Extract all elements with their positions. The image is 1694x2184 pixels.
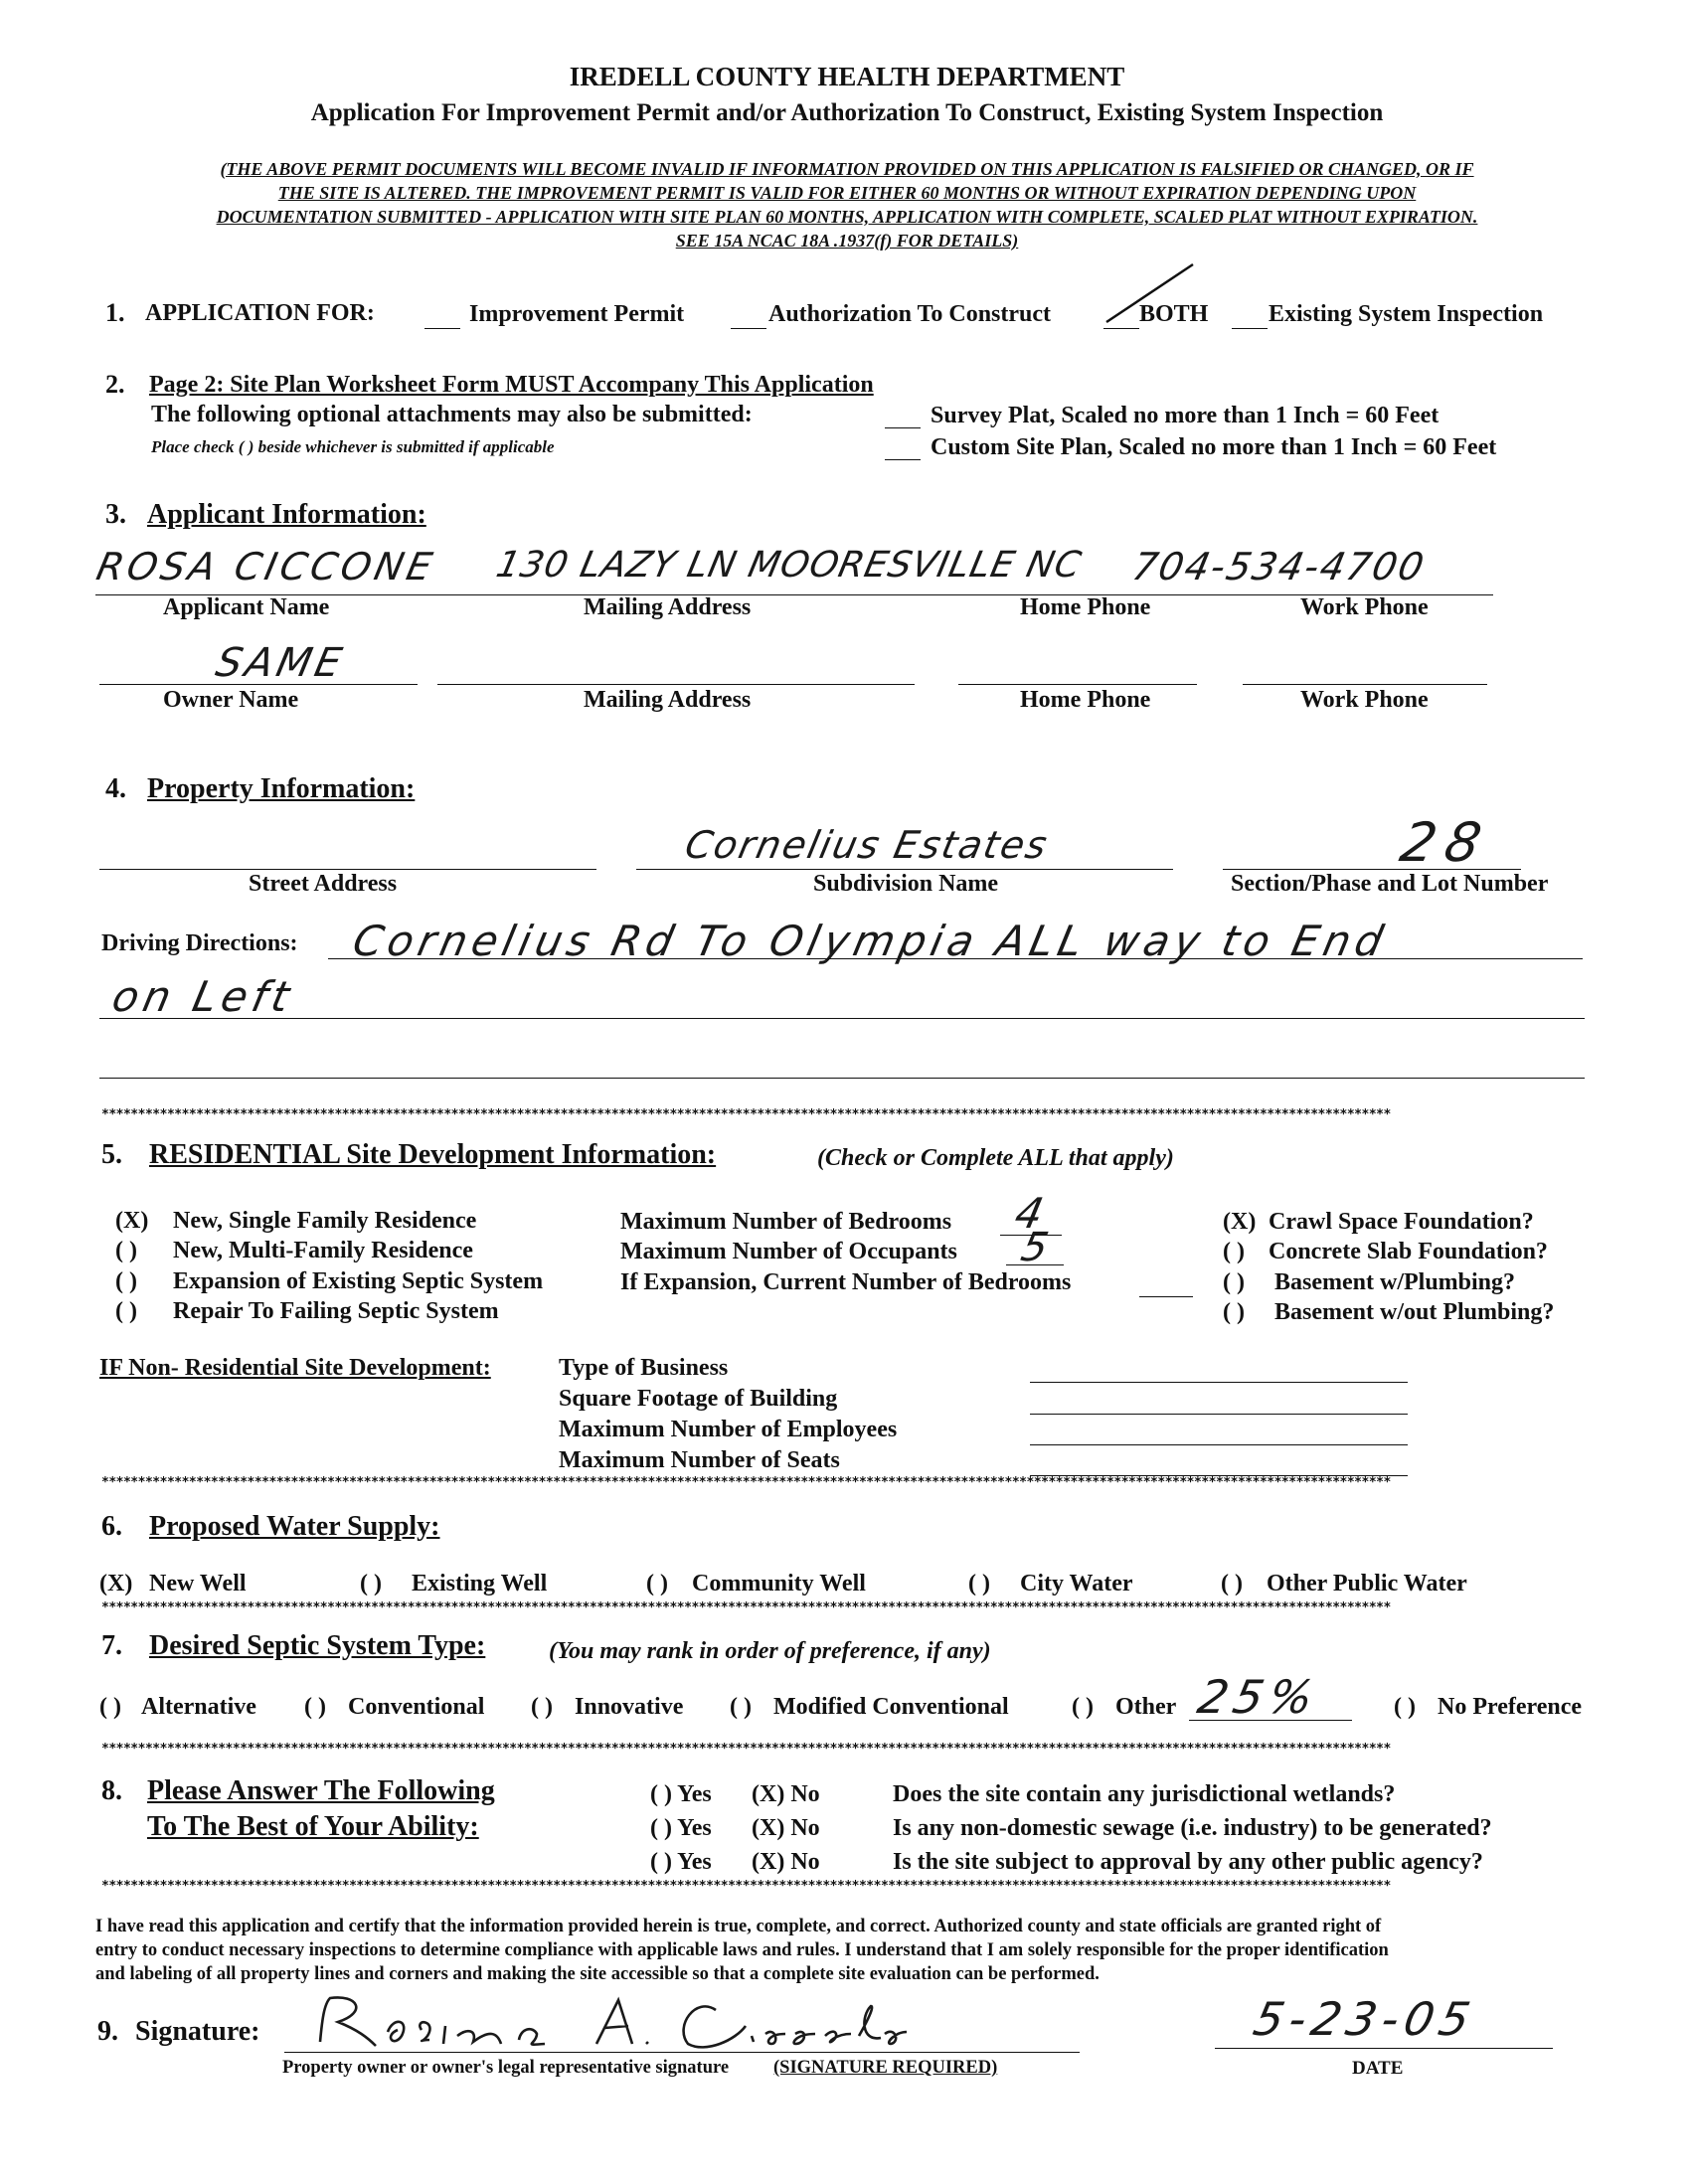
section-3-number: 3. — [105, 499, 126, 530]
separator-stars-2: ********************************************************************************************************************************************************************************* — [101, 1475, 1391, 1490]
foundation-check-4[interactable]: ( ) — [1223, 1299, 1245, 1325]
res-label-3: Expansion of Existing Septic System — [173, 1268, 544, 1294]
septic-label-alternative: Alternative — [141, 1694, 256, 1720]
foundation-check-2[interactable]: ( ) — [1223, 1239, 1245, 1264]
septic-other-value[interactable]: 25% — [1193, 1670, 1324, 1724]
water-check-existing-well[interactable]: ( ) — [360, 1571, 382, 1596]
max-bedrooms-label: Maximum Number of Bedrooms — [620, 1209, 952, 1235]
section-2-number: 2. — [105, 370, 125, 399]
q2-no[interactable]: (X) No — [752, 1815, 820, 1841]
res-check-2[interactable]: ( ) — [115, 1238, 137, 1263]
septic-label-other: Other — [1115, 1694, 1177, 1720]
owner-home-phone-label: Home Phone — [1020, 687, 1151, 713]
separator-stars-1: ********************************************************************************************************************************************************************************* — [101, 1107, 1391, 1122]
water-label-existing-well: Existing Well — [412, 1571, 548, 1596]
option-survey-plat[interactable]: Survey Plat, Scaled no more than 1 Inch = 60 Feet — [931, 403, 1440, 428]
disclaimer-line-3: DOCUMENTATION SUBMITTED - APPLICATION WITH SITE PLAN 60 MONTHS, APPLICATION WITH COMPLETE, SCALED PLAT WITHOUT EXPIRATION. — [216, 207, 1478, 227]
department-title: IREDELL COUNTY HEALTH DEPARTMENT — [569, 62, 1125, 91]
water-check-city-water[interactable]: ( ) — [968, 1571, 990, 1596]
max-occupants-value[interactable]: 5 — [1017, 1225, 1057, 1270]
subdivision-name-value[interactable]: Cornelius Estates — [681, 823, 1053, 867]
septic-check-other[interactable]: ( ) — [1072, 1694, 1094, 1720]
section-6-number: 6. — [101, 1511, 122, 1542]
mailing-address-label: Mailing Address — [584, 594, 752, 620]
date-value[interactable]: 5-23-05 — [1249, 1992, 1481, 2046]
answer-following-title: Please Answer The Following — [147, 1775, 495, 1806]
applicant-address-value[interactable]: 130 LAZY LN MOORESVILLE NC — [492, 545, 1086, 586]
foundation-label-2: Concrete Slab Foundation? — [1269, 1239, 1548, 1264]
driving-directions-label: Driving Directions: — [101, 930, 298, 956]
form-subtitle: Application For Improvement Permit and/or Authorization To Construct, Existing System Inspection — [310, 99, 1384, 126]
applicant-name-value[interactable]: ROSA CICCONE — [92, 545, 440, 588]
driving-directions-line-1[interactable]: Cornelius Rd To Olympia ALL way to End — [348, 917, 1393, 965]
section-1-number: 1. — [105, 298, 125, 327]
max-occupants-label: Maximum Number of Occupants — [620, 1239, 957, 1264]
signature-required: (SIGNATURE REQUIRED) — [773, 2058, 998, 2078]
expansion-bedrooms-label: If Expansion, Current Number of Bedrooms — [620, 1269, 1072, 1295]
water-label-city-water: City Water — [1020, 1571, 1133, 1596]
driving-directions-line-2[interactable]: on Left — [107, 972, 299, 1021]
septic-check-no-preference[interactable]: ( ) — [1394, 1694, 1416, 1720]
owner-name-value[interactable]: SAME — [212, 640, 350, 686]
certification-line-2: entry to conduct necessary inspections to determine compliance with applicable laws and rules. I understand that I am solely responsible for the proper identification — [95, 1940, 1389, 1960]
option-custom-site-plan[interactable]: Custom Site Plan, Scaled no more than 1 Inch = 60 Feet — [931, 434, 1497, 460]
water-supply-title: Proposed Water Supply: — [149, 1511, 440, 1542]
optional-attachments-text: The following optional attachments may also be submitted: — [151, 402, 753, 427]
application-for-label: APPLICATION FOR: — [145, 300, 375, 326]
work-phone-label: Work Phone — [1300, 594, 1429, 620]
foundation-check-3[interactable]: ( ) — [1223, 1269, 1245, 1295]
applicant-name-label: Applicant Name — [163, 594, 330, 620]
lot-number-value[interactable]: 28 — [1395, 811, 1497, 874]
certification-line-1: I have read this application and certify that the information provided herein is true, complete, and correct. Authorized county and state officials are granted right of — [95, 1917, 1382, 1936]
owner-work-phone-label: Work Phone — [1300, 687, 1429, 713]
signature-image[interactable] — [298, 1986, 915, 2060]
option-both[interactable]: BOTH — [1139, 301, 1209, 327]
section-lot-label: Section/Phase and Lot Number — [1231, 871, 1549, 897]
separator-stars-5: ********************************************************************************************************************************************************************************* — [101, 1879, 1391, 1894]
septic-type-hint: (You may rank in order of preference, if any) — [549, 1638, 991, 1664]
res-label-2: New, Multi-Family Residence — [173, 1238, 473, 1263]
type-of-business-label: Type of Business — [559, 1355, 729, 1381]
disclaimer-line-1: (THE ABOVE PERMIT DOCUMENTS WILL BECOME INVALID IF INFORMATION PROVIDED ON THIS APPLICATION IS FALSIFIED OR CHANGED, OR IF — [220, 159, 1474, 179]
foundation-label-4: Basement w/out Plumbing? — [1274, 1299, 1555, 1325]
water-check-new-well[interactable]: (X) — [99, 1571, 133, 1596]
septic-label-modified: Modified Conventional — [773, 1694, 1009, 1720]
applicant-phone-value[interactable]: 704-534-4700 — [1128, 545, 1430, 588]
water-label-community-well: Community Well — [692, 1571, 866, 1596]
section-7-number: 7. — [101, 1630, 122, 1661]
max-bedrooms-value[interactable]: 4 — [1010, 1189, 1052, 1238]
street-address-label: Street Address — [249, 871, 398, 897]
q1-no[interactable]: (X) No — [752, 1781, 820, 1807]
q1-text: Does the site contain any jurisdictional wetlands? — [893, 1781, 1396, 1807]
max-seats-label: Maximum Number of Seats — [559, 1447, 840, 1473]
water-label-new-well: New Well — [149, 1571, 247, 1596]
q2-text: Is any non-domestic sewage (i.e. industry) to be generated? — [893, 1815, 1492, 1841]
residential-site-title: RESIDENTIAL Site Development Information: — [149, 1139, 717, 1170]
septic-check-alternative[interactable]: ( ) — [99, 1694, 121, 1720]
site-plan-requirement: Page 2: Site Plan Worksheet Form MUST Accompany This Application — [149, 372, 874, 398]
q3-text: Is the site subject to approval by any other public agency? — [893, 1849, 1483, 1875]
signature-caption: Property owner or owner's legal representative signature — [282, 2058, 730, 2078]
res-label-4: Repair To Failing Septic System — [173, 1298, 499, 1324]
septic-check-innovative[interactable]: ( ) — [531, 1694, 553, 1720]
septic-label-innovative: Innovative — [575, 1694, 684, 1720]
q3-yes[interactable]: ( ) Yes — [650, 1849, 712, 1875]
foundation-label-1: Crawl Space Foundation? — [1269, 1209, 1534, 1235]
max-employees-label: Maximum Number of Employees — [559, 1417, 898, 1442]
residential-site-hint: (Check or Complete ALL that apply) — [817, 1145, 1174, 1171]
foundation-check-1[interactable]: (X) — [1223, 1209, 1257, 1235]
septic-check-modified[interactable]: ( ) — [730, 1694, 752, 1720]
section-8-number: 8. — [101, 1775, 122, 1806]
owner-name-label: Owner Name — [163, 687, 299, 713]
certification-line-3: and labeling of all property lines and corners and making the site accessible so that a complete site evaluation can be performed. — [95, 1964, 1100, 1984]
res-check-1[interactable]: (X) — [115, 1208, 149, 1234]
water-check-community-well[interactable]: ( ) — [646, 1571, 668, 1596]
res-check-3[interactable]: ( ) — [115, 1268, 137, 1294]
disclaimer-line-4: SEE 15A NCAC 18A .1937(f) FOR DETAILS) — [675, 231, 1019, 251]
septic-type-title: Desired Septic System Type: — [149, 1630, 486, 1661]
separator-stars-4: ********************************************************************************************************************************************************************************* — [101, 1742, 1391, 1757]
signature-label: Signature: — [135, 2016, 260, 2047]
owner-mailing-address-label: Mailing Address — [584, 687, 752, 713]
res-check-4[interactable]: ( ) — [115, 1298, 137, 1324]
water-check-other-public[interactable]: ( ) — [1221, 1571, 1243, 1596]
section-9-number: 9. — [97, 2016, 118, 2047]
option-improvement-permit[interactable]: Improvement Permit — [469, 301, 685, 327]
foundation-label-3: Basement w/Plumbing? — [1274, 1269, 1516, 1295]
option-existing-system-inspection[interactable]: Existing System Inspection — [1269, 301, 1544, 327]
water-label-other-public: Other Public Water — [1267, 1571, 1467, 1596]
best-of-ability-title: To The Best of Your Ability: — [147, 1811, 479, 1842]
q2-yes[interactable]: ( ) Yes — [650, 1815, 712, 1841]
q3-no[interactable]: (X) No — [752, 1849, 820, 1875]
square-footage-label: Square Footage of Building — [559, 1386, 838, 1412]
section-5-number: 5. — [101, 1139, 122, 1170]
separator-stars-3: ********************************************************************************************************************************************************************************* — [101, 1600, 1391, 1615]
section-4-number: 4. — [105, 773, 126, 804]
date-label: DATE — [1352, 2058, 1404, 2079]
check-note: Place check ( ) beside whichever is submitted if applicable — [151, 437, 555, 456]
applicant-information-title: Applicant Information: — [147, 499, 426, 530]
non-residential-label: IF Non- Residential Site Development: — [99, 1355, 491, 1381]
subdivision-name-label: Subdivision Name — [813, 871, 999, 897]
septic-label-conventional: Conventional — [348, 1694, 485, 1720]
home-phone-label: Home Phone — [1020, 594, 1151, 620]
septic-label-no-preference: No Preference — [1438, 1694, 1583, 1720]
q1-yes[interactable]: ( ) Yes — [650, 1781, 712, 1807]
option-authorization-to-construct[interactable]: Authorization To Construct — [768, 301, 1052, 327]
res-label-1: New, Single Family Residence — [173, 1208, 477, 1234]
disclaimer-line-2: THE SITE IS ALTERED. THE IMPROVEMENT PERMIT IS VALID FOR EITHER 60 MONTHS OR WITHOUT EXPIRATION DEPENDING UPON — [277, 183, 1417, 203]
septic-check-conventional[interactable]: ( ) — [304, 1694, 326, 1720]
property-information-title: Property Information: — [147, 773, 416, 804]
